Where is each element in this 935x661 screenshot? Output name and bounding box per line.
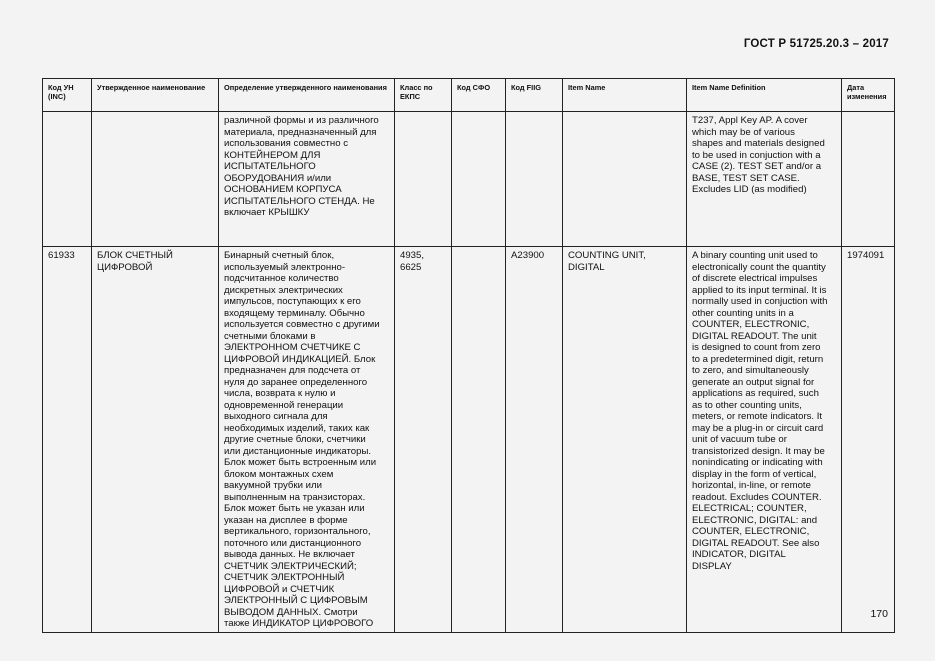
cell-approved-name: БЛОК СЧЕТНЫЙ ЦИФРОВОЙ — [92, 247, 219, 633]
cell-approved-name — [92, 112, 219, 247]
cell-fiig — [506, 112, 563, 247]
items-table — [42, 78, 895, 633]
cell-definition: различной формы и из различного материала, предназначенный для использования совместно с КОНТЕЙНЕРОМ ДЛЯ ИСПЫТАТЕЛЬНОГО ОБОРУДОВАНИЯ и/или ОСНОВАНИЕМ КОРПУСА ИСПЫТАТЕЛЬНОГО СТЕНДА. Не включает КРЫШКУ — [219, 112, 395, 247]
cell-definition: Бинарный счетный блок, используемый электронно- подсчитанное количество дискретных электрических импульсов, поступающих к его входящему терминалу. Обычно используется совместно с другими счетными блоками в ЭЛЕКТРОННОМ СЧЕТЧИКЕ С ЦИФРОВОЙ ИНДИКАЦИЕЙ. Блок предназначен для подсчета от нуля до заранее определенного числа, возврата к нулю и одновременной генерации выходного сигнала для необходимых изделий, таких как другие счетные блоки, счетчики или дистанционные индикаторы. Блок может быть встроенным или блоком монтажных схем вакуумной трубки или выполненным на транзисторах. Блок может быть не указан или указан на дисплее в форме вертикального, горизонтального, поточного или дистанционного вывода данных. Не включает СЧЕТЧИК ЭЛЕКТРИЧЕСКИЙ; СЧЕТЧИК ЭЛЕКТРОННЫЙ ЦИФРОВОЙ и СЧЕТЧИК ЭЛЕКТРОННЫЙ С ЦИФРОВЫМ ВЫВОДОМ ДАННЫХ. Смотри также ИНДИКАТОР ЦИФРОВОГО — [219, 247, 395, 633]
column-header-item-name: Item Name — [563, 79, 687, 112]
column-header-inc: Код УН (INC) — [43, 79, 92, 112]
cell-inc — [43, 112, 92, 247]
column-header-definition: Определение утвержденного наименования — [219, 79, 395, 112]
table-row — [43, 247, 895, 633]
page-number: 170 — [870, 608, 888, 620]
column-header-approved-name: Утвержденное наименование — [92, 79, 219, 112]
column-header-change-date: Дата изменения — [842, 79, 895, 112]
cell-item-name: COUNTING UNIT, DIGITAL — [563, 247, 687, 633]
table-row — [43, 112, 895, 247]
column-header-fiig: Код FIIG — [506, 79, 563, 112]
column-header-item-definition: Item Name Definition — [687, 79, 842, 112]
cell-item-name — [563, 112, 687, 247]
document-header: ГОСТ Р 51725.20.3 – 2017 — [743, 38, 889, 50]
cell-fiig: A23900 — [506, 247, 563, 633]
cell-sfo — [452, 247, 506, 633]
cell-inc: 61933 — [43, 247, 92, 633]
cell-change-date: 1974091 — [842, 247, 895, 633]
cell-change-date — [842, 112, 895, 247]
cell-class — [395, 112, 452, 247]
column-header-class: Класс по ЕКПС — [395, 79, 452, 112]
cell-item-definition: A binary counting unit used to electronically count the quantity of discrete electrical impulses applied to its input terminal. It is normally used in conjuction with other counting units in a COUNTER, ELECTRONIC, DIGITAL READOUT. The unit is designed to count from zero to a predetermined digit, return to zero, and simultaneously generate an output signal for applications as required, such as to other counting units, meters, or remote indicators. It may be a plug-in or circuit card unit of vacuum tube or transistorized design. It may be nonindicating or indicating with display in the form of vertical, horizontal, in-line, or remote readout. Excludes COUNTER. ELECTRICAL; COUNTER, ELECTRONIC, DIGITAL: and COUNTER, ELECTRONIC, DIGITAL READOUT. See also INDICATOR, DIGITAL DISPLAY — [687, 247, 842, 633]
column-header-sfo: Код СФО — [452, 79, 506, 112]
cell-class: 4935, 6625 — [395, 247, 452, 633]
cell-sfo — [452, 112, 506, 247]
table-header-row — [43, 79, 895, 112]
cell-item-definition: T237, Appl Key AP. A cover which may be of various shapes and materials designed to be used in conjuction with a CASE (2). TEST SET and/or a BASE, TEST SET CASE. Excludes LID (as modified) — [687, 112, 842, 247]
